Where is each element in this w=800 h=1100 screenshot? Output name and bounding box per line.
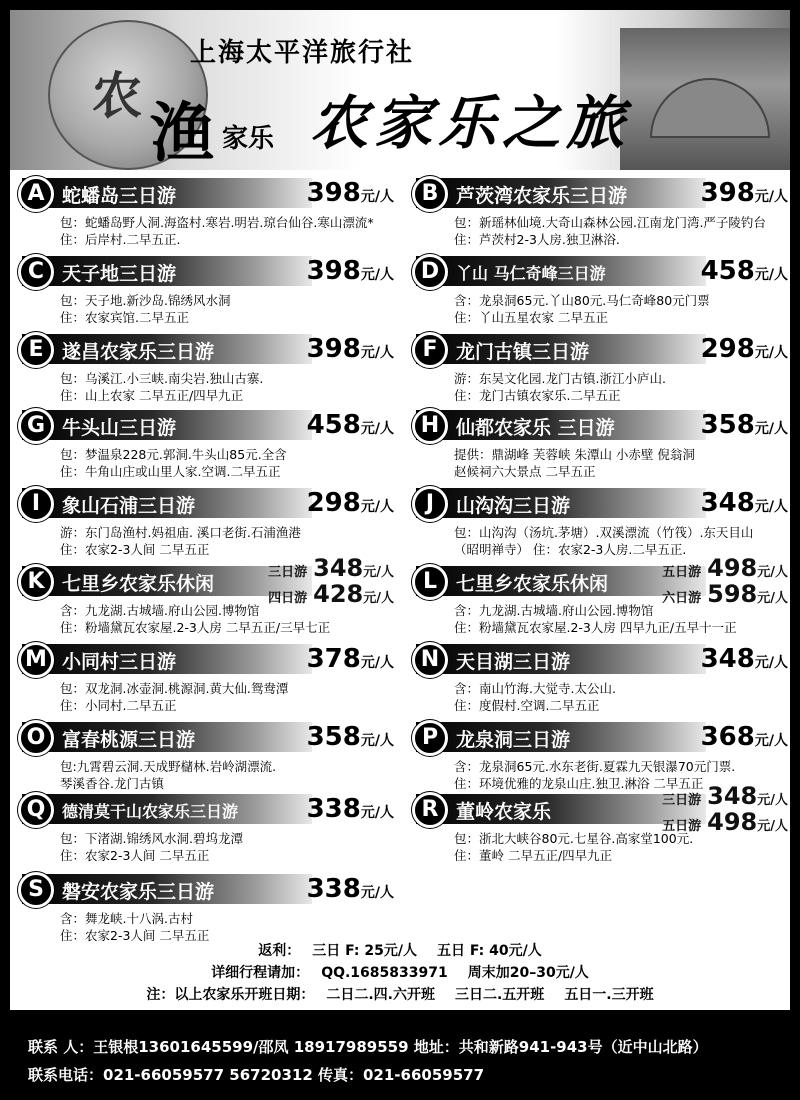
tour-accommodation: 住：粉墙黛瓦农家屋.2-3人房 四早九正/五早十一正 bbox=[454, 620, 737, 635]
tour-card-h bbox=[412, 410, 788, 484]
tour-card-d bbox=[412, 256, 788, 330]
tour-itinerary: 包:九霄碧云洞.天成野櫧林.岩岭湖漂流. bbox=[60, 759, 277, 774]
contact-line-1: 联系 人：王银根13601645599/邵凤 18917989559 地址：共和新路941-943号（近中山北路） bbox=[28, 1038, 708, 1056]
tour-price bbox=[701, 178, 788, 208]
price-number: 398 bbox=[700, 178, 755, 208]
price-unit: 元/人 bbox=[754, 345, 788, 361]
duration-tag: 五日游 bbox=[662, 819, 702, 834]
tour-itinerary: 含：龙泉洞65元.丫山80元.马仁奇峰80元门票 bbox=[454, 293, 710, 308]
tour-letter-badge: N bbox=[412, 642, 448, 678]
tour-itinerary: 包：双龙洞.冰壶洞.桃源洞.黄大仙.鸳鸯潭 bbox=[60, 681, 289, 696]
tour-itinerary: 游：东门岛渔村.妈祖庙. 溪口老街.石浦渔港 bbox=[60, 525, 301, 540]
price-number: 348 bbox=[700, 644, 755, 674]
tour-name: 遂昌农家乐三日游 bbox=[62, 341, 215, 363]
price-unit: 元/人 bbox=[360, 345, 394, 361]
tour-name: 象山石浦三日游 bbox=[62, 495, 196, 517]
tour-card-o bbox=[18, 722, 394, 796]
jiale-text: 家乐 bbox=[222, 124, 275, 154]
duration-tag: 五日游 bbox=[662, 565, 702, 580]
tour-card-e bbox=[18, 334, 394, 408]
tour-name: 富春桃源三日游 bbox=[62, 729, 196, 751]
tour-accommodation: 住：度假村.空调.二早五正 bbox=[454, 698, 600, 713]
duration-tag: 三日游 bbox=[662, 793, 702, 808]
tour-price-option bbox=[268, 580, 394, 608]
price-number: 348 bbox=[313, 554, 364, 582]
tour-name: 仙都农家乐 三日游 bbox=[456, 417, 615, 439]
tour-card-q bbox=[18, 794, 394, 868]
tour-name: 山沟沟三日游 bbox=[456, 495, 571, 517]
tour-price bbox=[307, 410, 394, 440]
tour-price bbox=[307, 256, 394, 286]
price-number: 498 bbox=[707, 554, 758, 582]
tour-price bbox=[307, 334, 394, 364]
tour-accommodation: 住：农家2-3人间 二早五正 bbox=[60, 928, 210, 943]
price-unit: 元/人 bbox=[360, 733, 394, 749]
tour-itinerary: 含：南山竹海.大觉寺.太公山. bbox=[454, 681, 616, 696]
tour-name: 天目湖三日游 bbox=[456, 651, 571, 673]
tour-letter-badge: L bbox=[412, 564, 448, 600]
tour-itinerary: 包：山沟沟（汤坑.茅塘）.双溪漂流（竹筏）.东天目山 bbox=[454, 525, 754, 540]
tour-letter-badge: I bbox=[18, 486, 54, 522]
tour-accommodation: 住：农家2-3人间 二早五正 bbox=[60, 848, 210, 863]
tour-price bbox=[307, 644, 394, 674]
tour-accommodation: 住：山上农家 二早五正/四早九正 bbox=[60, 388, 244, 403]
tour-card-c bbox=[18, 256, 394, 330]
tour-letter-badge: D bbox=[412, 254, 448, 290]
schedule-label: 注：以上农家乐开班日期： bbox=[146, 987, 315, 1003]
rebate-label: 返利： bbox=[258, 943, 301, 959]
tour-price bbox=[307, 874, 394, 904]
tour-name: 天子地三日游 bbox=[62, 263, 177, 285]
price-number: 498 bbox=[707, 808, 758, 836]
detail-line bbox=[10, 962, 790, 982]
tour-itinerary: 含：舞龙峡.十八涡.古村 bbox=[60, 911, 193, 926]
tour-price bbox=[307, 794, 394, 824]
tour-itinerary: 含：九龙湖.古城墙.府山公园.博物馆 bbox=[60, 603, 260, 618]
price-unit: 元/人 bbox=[757, 591, 788, 606]
tour-itinerary: 包：新瑶林仙境.大奇山森林公园.江南龙门湾.严子陵钓台 bbox=[454, 215, 766, 230]
duration-tag: 六日游 bbox=[662, 591, 702, 606]
tour-card-a bbox=[18, 178, 394, 252]
price-unit: 元/人 bbox=[360, 885, 394, 901]
tour-name: 七里乡农家乐休闲 bbox=[456, 573, 609, 595]
price-number: 348 bbox=[700, 488, 755, 518]
tour-letter-badge: A bbox=[18, 176, 54, 212]
company-name: 上海太平洋旅行社 bbox=[190, 38, 415, 68]
price-number: 398 bbox=[306, 178, 361, 208]
tour-price-option bbox=[662, 580, 788, 608]
duration-tag: 四日游 bbox=[268, 591, 308, 606]
tour-letter-badge: R bbox=[412, 792, 448, 828]
tour-card-m bbox=[18, 644, 394, 718]
tour-name: 七里乡农家乐休闲 bbox=[62, 573, 215, 595]
tour-letter-badge: M bbox=[18, 642, 54, 678]
tour-price-option bbox=[662, 782, 788, 810]
tour-accommodation: 住：环境优雅的龙泉山庄.独卫.淋浴 二早五正 bbox=[454, 776, 704, 791]
tour-letter-badge: K bbox=[18, 564, 54, 600]
tour-price-option bbox=[662, 554, 788, 582]
price-number: 338 bbox=[306, 794, 361, 824]
tour-price bbox=[701, 410, 788, 440]
tour-letter-badge: P bbox=[412, 720, 448, 756]
price-unit: 元/人 bbox=[757, 793, 788, 808]
price-unit: 元/人 bbox=[360, 655, 394, 671]
tour-itinerary: 包：蛇蟠岛野人洞.海盗村.寒岩.明岩.琼台仙谷.寒山漂流* bbox=[60, 215, 374, 230]
tour-price bbox=[307, 178, 394, 208]
tour-card-s bbox=[18, 874, 394, 948]
thatched-hut-image bbox=[620, 28, 790, 170]
tour-itinerary: 包：天子地.新沙岛.锦绣风水洞 bbox=[60, 293, 231, 308]
tour-price bbox=[701, 644, 788, 674]
tour-accommodation: 住：农家宾馆.二早五正 bbox=[60, 310, 189, 325]
duration-tag: 三日游 bbox=[268, 565, 308, 580]
flyer-content bbox=[10, 10, 790, 1010]
tour-card-b bbox=[412, 178, 788, 252]
tour-accommodation: 住：农家2-3人间 二早五正 bbox=[60, 542, 210, 557]
tour-card-i bbox=[18, 488, 394, 562]
tour-name: 龙泉洞三日游 bbox=[456, 729, 571, 751]
price-unit: 元/人 bbox=[754, 733, 788, 749]
tour-accommodation: 住：后岸村.二早五正. bbox=[60, 232, 181, 247]
price-unit: 元/人 bbox=[757, 565, 788, 580]
price-number: 338 bbox=[306, 874, 361, 904]
tour-letter-badge: C bbox=[18, 254, 54, 290]
tour-name: 牛头山三日游 bbox=[62, 417, 177, 439]
tour-name: 磐安农家乐三日游 bbox=[62, 881, 215, 903]
tour-itinerary: 包：乌溪江.小三峡.南尖岩.独山古寨. bbox=[60, 371, 264, 386]
price-number: 298 bbox=[700, 334, 755, 364]
price-unit: 元/人 bbox=[754, 499, 788, 515]
schedule-2day: 二日二.四.六开班 bbox=[326, 987, 435, 1003]
tour-price bbox=[307, 722, 394, 752]
tour-name: 龙门古镇三日游 bbox=[456, 341, 590, 363]
price-unit: 元/人 bbox=[363, 565, 394, 580]
price-number: 598 bbox=[707, 580, 758, 608]
tour-accommodation: 琴溪香谷.龙门古镇 bbox=[60, 776, 164, 791]
tour-accommodation: 住：芦茨村2-3人房.独卫淋浴. bbox=[454, 232, 620, 247]
price-number: 378 bbox=[306, 644, 361, 674]
tour-accommodation: 赵候祠六大景点 二早五正 bbox=[454, 464, 596, 479]
price-number: 398 bbox=[306, 256, 361, 286]
tour-card-j bbox=[412, 488, 788, 562]
tour-accommodation: （昭明禅寺） 住：农家2-3人房.二早五正. bbox=[454, 542, 687, 557]
tour-accommodation: 住：牛角山庄或山里人家.空调.二早五正 bbox=[60, 464, 281, 479]
tour-name: 蛇蟠岛三日游 bbox=[62, 185, 177, 207]
tour-price bbox=[701, 256, 788, 286]
tour-itinerary: 包：浙北大峡谷80元.七星谷.高家堂100元. bbox=[454, 831, 694, 846]
tour-itinerary: 游：东吴文化园.龙门古镇.浙江小庐山. bbox=[454, 371, 666, 386]
tour-card-k bbox=[18, 554, 394, 640]
price-unit: 元/人 bbox=[754, 267, 788, 283]
schedule-line bbox=[10, 984, 790, 1004]
price-unit: 元/人 bbox=[363, 591, 394, 606]
schedule-3day: 三日二.五开班 bbox=[454, 987, 545, 1003]
rebate-line bbox=[10, 940, 790, 960]
tour-accommodation: 住：丫山五星农家 二早五正 bbox=[454, 310, 608, 325]
hut-roof bbox=[650, 78, 770, 138]
tour-name: 小同村三日游 bbox=[62, 651, 177, 673]
tour-accommodation: 住：小同村.二早五正 bbox=[60, 698, 177, 713]
tour-name: 德清莫干山农家乐三日游 bbox=[62, 802, 239, 821]
price-unit: 元/人 bbox=[757, 819, 788, 834]
rebate-3day: 三日 F: 25元/人 bbox=[312, 943, 417, 959]
hat-character: 农 bbox=[92, 66, 142, 125]
price-number: 358 bbox=[306, 722, 361, 752]
price-number: 458 bbox=[700, 256, 755, 286]
tour-itinerary: 包：梦温泉228元.郭洞.牛头山85元.全含 bbox=[60, 447, 287, 462]
price-unit: 元/人 bbox=[360, 189, 394, 205]
price-number: 458 bbox=[306, 410, 361, 440]
tour-letter-badge: F bbox=[412, 332, 448, 368]
price-unit: 元/人 bbox=[360, 805, 394, 821]
tour-card-n bbox=[412, 644, 788, 718]
tour-letter-badge: H bbox=[412, 408, 448, 444]
tour-letter-badge: J bbox=[412, 486, 448, 522]
price-unit: 元/人 bbox=[360, 499, 394, 515]
price-number: 368 bbox=[700, 722, 755, 752]
price-unit: 元/人 bbox=[754, 655, 788, 671]
tour-price-option bbox=[268, 554, 394, 582]
tour-letter-badge: E bbox=[18, 332, 54, 368]
tour-itinerary: 含：九龙湖.古城墙.府山公园.博物馆 bbox=[454, 603, 654, 618]
tour-price bbox=[701, 488, 788, 518]
main-title: 农家乐之旅 bbox=[310, 89, 631, 157]
tour-letter-badge: B bbox=[412, 176, 448, 212]
tour-price bbox=[307, 488, 394, 518]
tour-accommodation: 住：龙门古镇农家乐.二早五正 bbox=[454, 388, 621, 403]
tour-accommodation: 住：董岭 二早五正/四早九正 bbox=[454, 848, 613, 863]
weekend-surcharge: 周末加20–30元/人 bbox=[467, 965, 589, 981]
tour-letter-badge: S bbox=[18, 872, 54, 908]
tour-itinerary: 提供：鼎湖峰 芙蓉峡 朱潭山 小赤壁 倪翁洞 bbox=[454, 447, 695, 462]
contact-line-2: 联系电话：021-66059577 56720312 传真：021-66059577 bbox=[28, 1066, 485, 1084]
tour-price bbox=[701, 722, 788, 752]
tour-letter-badge: Q bbox=[18, 792, 54, 828]
header-banner bbox=[10, 10, 790, 170]
price-number: 358 bbox=[700, 410, 755, 440]
qq-number: QQ.1685833971 bbox=[321, 965, 448, 981]
schedule-5day: 五日一.三开班 bbox=[564, 987, 654, 1003]
price-unit: 元/人 bbox=[754, 421, 788, 437]
tour-name: 董岭农家乐 bbox=[456, 801, 552, 823]
tour-itinerary: 含：龙泉洞65元.水东老街.夏霖九天银瀑70元门票. bbox=[454, 759, 736, 774]
tour-itinerary: 包：下渚湖.锦绣风水洞.碧坞龙潭 bbox=[60, 831, 243, 846]
price-unit: 元/人 bbox=[360, 421, 394, 437]
tour-letter-badge: G bbox=[18, 408, 54, 444]
tour-accommodation: 住：粉墙黛瓦农家屋.2-3人房 二早五正/三早七正 bbox=[60, 620, 331, 635]
tour-name: 芦茨湾农家乐三日游 bbox=[456, 185, 628, 207]
price-unit: 元/人 bbox=[754, 189, 788, 205]
tour-price bbox=[701, 334, 788, 364]
price-number: 298 bbox=[306, 488, 361, 518]
tour-card-l bbox=[412, 554, 788, 640]
tour-name: 丫山 马仁奇峰三日游 bbox=[456, 264, 606, 283]
tour-card-f bbox=[412, 334, 788, 408]
tour-letter-badge: O bbox=[18, 720, 54, 756]
yu-character: 渔 bbox=[150, 96, 214, 171]
price-number: 348 bbox=[707, 782, 758, 810]
price-number: 428 bbox=[313, 580, 364, 608]
rebate-5day: 五日 F: 40元/人 bbox=[437, 943, 542, 959]
detail-label: 详细行程请加： bbox=[211, 965, 310, 981]
tour-card-g bbox=[18, 410, 394, 484]
price-unit: 元/人 bbox=[360, 267, 394, 283]
price-number: 398 bbox=[306, 334, 361, 364]
